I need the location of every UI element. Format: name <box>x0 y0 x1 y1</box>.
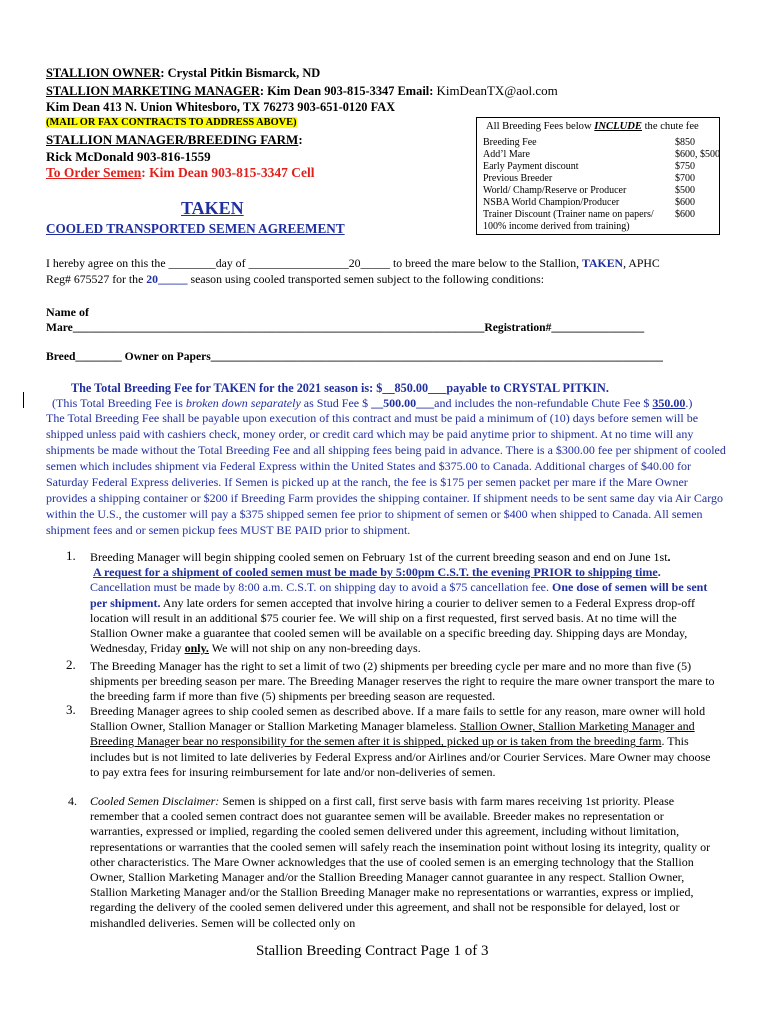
item-2-text: The Breeding Manager has the right to set a limit of two (2) shipments per breeding cycle per mare and no more than five (5) shipments per breeding season per mare. The Breeding Manager reserves the right to require the mare owner transport the mare to the breeding farm if more than five (5) shipments per breeding season are requested. <box>90 659 715 704</box>
fee-row-amount: $600 <box>675 209 695 220</box>
fee-row-label: 100% income derived from training) <box>483 221 630 232</box>
mail-notice-text: (MAIL OR FAX CONTRACTS TO ADDRESS ABOVE) <box>46 117 297 128</box>
fee-row-amount: $500 <box>675 185 695 196</box>
item-4-body: Semen is shipped on a first call, first serve basis with farm mares receiving 1st priority. Please remember that a cooled semen contract does not guarantee semen will be available. Breeder makes no representation or warranties, expressed or implied, regarding the cooled semen delivered under this agreement, including without limitation, representations or warranties that the cooled semen will safely reach the insemination point without losing its integrity, quality or other characteristics. The Mare Owner acknowledges that the use of cooled semen is an emerging technology that the Stallion Owner, Stallion Marketing Manager and/or the Stallion Breeding Manager cannot guarantee in any respect. Stallion Owner, Stallion Marketing Manager and/or the Stallion Breeding Manager make no representations or warranties, express or implied, regarding the delivery of the cooled semen delivered under this agreement, and shall not be responsible for delayed, lost or mishandled deliveries. Semen will be collected only on <box>90 794 711 930</box>
owner-label: STALLION OWNER <box>46 66 161 80</box>
item-1-b-dot: . <box>657 565 661 580</box>
fee-row-label: Early Payment discount <box>483 161 579 172</box>
payment-terms-paragraph: The Total Breeding Fee shall be payable upon execution of this contract and must be paid a minimum of (10) days before semen will be shipped unless paid with cashiers check, money order, or credit card which may be paid anytime prior to shipment. At no time will any shipments be made without the Total Breeding Fee and all shipping fees being paid in advance. There is a $300.00 fee per shipment of cooled semen which includes shipment via Federal Express within the United States and $375.00 to Canada. Additional charges of $40.00 for Saturday Federal Express deliveries. If Semen is picked up at the ranch, the fee is $175 per semen packet per mare if the Mare Owner provides a shipping container or $200 if Breeding Farm provides the shipping container. If shipment needs to be sent same day via Air Cargo within the U.S., the customer will pay a $375 shipped semen fee prior to shipment of semen or $400 when shipped to Canada. All semen shipment fees and or semen pickup fees MUST BE PAID prior to shipment. <box>46 411 726 537</box>
fee-row-label: Trainer Discount (Trainer name on papers/ <box>483 209 654 220</box>
season-year-field[interactable]: 20_____ <box>146 272 188 286</box>
farm-label: STALLION MANAGER/BREEDING FARM <box>46 132 299 147</box>
item-1-a-dot: . <box>667 550 671 564</box>
owner-value: : Crystal Pitkin Bismarck, ND <box>160 66 321 80</box>
item-4-text <box>90 794 716 931</box>
agreement-line-2 <box>46 272 544 286</box>
fee-row-amount: $750 <box>675 161 695 172</box>
farm-line <box>46 132 303 148</box>
mare-registration-field[interactable]: Mare_______________________________________________________________________Registration#________________ <box>46 321 645 334</box>
mail-notice <box>46 117 297 130</box>
fee-breakdown-b: as Stud Fee $ <box>300 396 372 410</box>
agreement-title: COOLED TRANSPORTED SEMEN AGREEMENT <box>46 221 345 236</box>
fee-row-label: World/ Champ/Reserve or Producer <box>483 185 627 196</box>
fee-table <box>476 117 720 235</box>
agreement-registry: , APHC <box>623 256 660 270</box>
agreement-line-1-text: I hereby agree on this the ________day of _________________20_____ to breed the mare below to the Stallion, <box>46 256 582 270</box>
stud-fee-value: __500.00___ <box>371 396 435 410</box>
item-number: 1. <box>66 548 76 563</box>
fee-row-label: Previous Breeder <box>483 173 553 184</box>
item-number: 2. <box>66 657 76 672</box>
total-fee-statement: The Total Breeding Fee for TAKEN for the 2021 season is: $__850.00___payable to CRYSTAL PITKIN. <box>71 381 609 395</box>
fee-heading-include: INCLUDE <box>594 121 642 132</box>
marketing-manager-value: : Kim Dean 903-815-3347 Email: <box>259 84 437 98</box>
agreement-stallion: TAKEN <box>582 256 624 270</box>
item-1-cancellation: Cancellation must be made by 8:00 a.m. C.S.T. on shipping day to avoid a $75 cancellation fee. <box>90 580 553 595</box>
fee-row-amount: $600, $500 <box>675 149 720 160</box>
text-cursor <box>23 392 24 408</box>
email-link[interactable]: KimDeanTX@aol.com <box>436 83 558 98</box>
item-number: 4. <box>68 794 77 808</box>
agreement-line-1 <box>46 256 660 270</box>
name-of-label: Name of <box>46 305 89 319</box>
fee-breakdown-italic: broken down separately <box>185 396 301 410</box>
item-number: 3. <box>66 702 76 717</box>
fee-breakdown-d: .) <box>685 396 693 410</box>
stallion-name-title: TAKEN <box>181 198 244 218</box>
order-value: : Kim Dean 903-815-3347 Cell <box>141 165 315 180</box>
fee-heading-post: the chute fee <box>641 121 699 132</box>
item-3-text <box>90 704 716 780</box>
item-3-a: Breeding Manager agrees to ship cooled semen as described above. If a mare fails to settle for any reason, mare owner will hold Stallion Owner, Stallion Manager or Stallion Marketing Manager blameless. <box>90 704 706 734</box>
owner-line <box>46 66 320 81</box>
fee-row-amount: $600 <box>675 197 695 208</box>
fee-row-label: Add’l Mare <box>483 149 530 160</box>
item-1-details: Any late orders for semen accepted that involve hiring a courier to deliver semen to a Federal Express drop-off location will result in an additional $75 courier fee. We will ship on a first requested, first served basis. At no time will the Stallion Owner make a guarantee that cooled semen will be available on a specific breeding day. Shipping days are Monday, Wednesday, Friday <box>90 595 696 656</box>
agreement-conditions: season using cooled transported semen subject to the following conditions: <box>187 272 545 286</box>
fee-breakdown-c: and includes the non-refundable Chute Fee $ <box>434 396 653 410</box>
item-1-one-dose: One dose of semen will be sent per shipment. <box>90 580 708 610</box>
page-footer: Stallion Breeding Contract Page 1 of 3 <box>256 943 489 959</box>
address-line: Kim Dean 413 N. Union Whitesboro, TX 76273 903-651-0120 FAX <box>46 100 396 114</box>
item-1-end: We will not ship on any non-breeding days. <box>208 641 421 656</box>
fee-breakdown-a: (This Total Breeding Fee is <box>52 396 186 410</box>
item-3-responsibility: Stallion Owner, Stallion Marketing Manager and Breeding Manager bear no responsibility for the semen after it is shipped, picked up or is taken from the breeding farm <box>90 719 695 749</box>
fee-heading-pre: All Breeding Fees below <box>486 121 595 132</box>
item-4-disclaimer-label: Cooled Semen Disclaimer: <box>90 794 220 808</box>
chute-fee-value: 350.00 <box>652 396 686 410</box>
item-1-a: Breeding Manager will begin shipping cooled semen on February 1st of the current breeding season and end on June 1st <box>90 550 668 564</box>
fee-breakdown-line <box>52 396 692 411</box>
item-1-text <box>90 550 716 656</box>
farm-contact: Rick McDonald 903-816-1559 <box>46 149 211 164</box>
farm-colon: : <box>298 132 303 147</box>
order-label: To Order Semen <box>46 165 142 180</box>
item-3-b: . This includes but is not limited to late deliveries by Federal Express and/or Airlines and/or Courier Services. Mare Owner may choose to pay extra fees for insuring reimbursement for late and/or non-deliveries of semen. <box>90 734 711 779</box>
item-1-only: only. <box>184 641 209 656</box>
fee-row-label: NSBA World Champion/Producer <box>483 197 620 208</box>
fee-row-amount: $700 <box>675 173 695 184</box>
fee-table-heading <box>486 121 699 134</box>
order-line <box>46 165 315 181</box>
fee-row-amount: $850 <box>675 137 695 148</box>
item-1-request-deadline: A request for a shipment of cooled semen must be made by 5:00pm C.S.T. the evening PRIOR to shipping time <box>93 565 658 580</box>
fee-row-label: Breeding Fee <box>483 137 537 148</box>
breed-owner-field[interactable]: Breed________ Owner on Papers______________________________________________________________________________ <box>46 350 663 363</box>
marketing-manager-line <box>46 83 558 99</box>
agreement-reg: Reg# 675527 for the <box>46 272 147 286</box>
marketing-manager-label: STALLION MARKETING MANAGER <box>46 84 260 98</box>
